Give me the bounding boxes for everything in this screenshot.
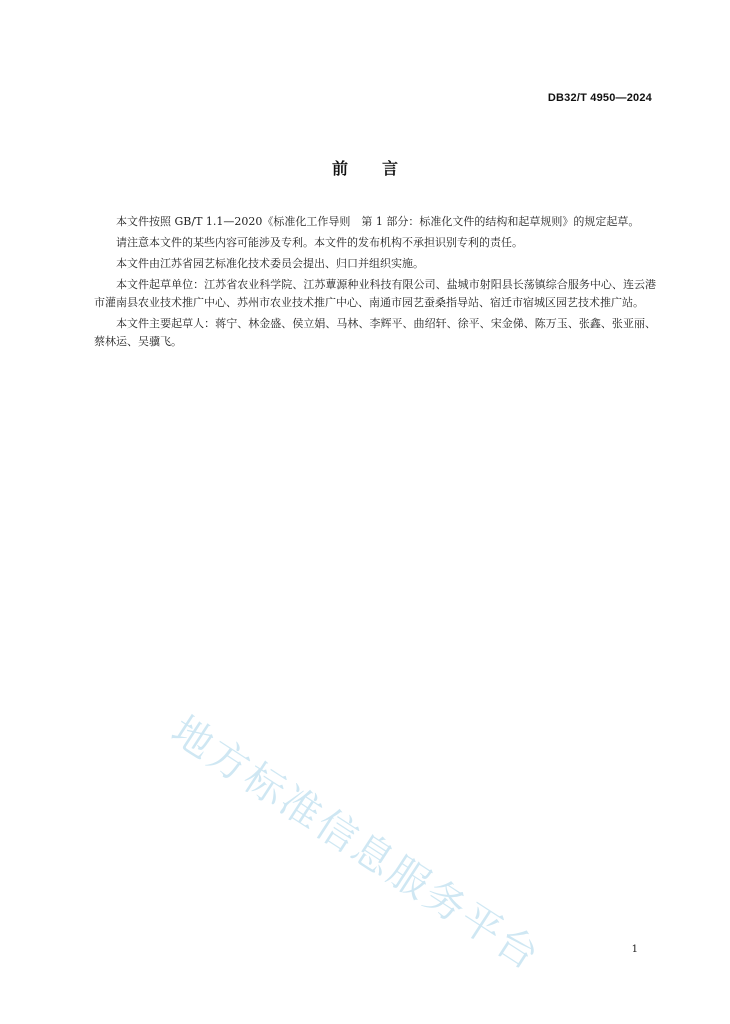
foreword-body — [94, 213, 656, 354]
paragraph-drafters: 本文件主要起草人：蒋宁、林金盛、侯立娟、马林、李辉平、曲绍轩、徐平、宋金俤、陈万玉、张鑫、张亚丽、蔡林运、吴骥飞。 — [94, 317, 656, 348]
paragraph-proposer: 本文件由江苏省园艺标准化技术委员会提出、归口并组织实施。 — [116, 257, 424, 270]
paragraph-drafting-rules: 本文件按照 GB/T 1.1—2020《标准化工作导则 第 1 部分：标准化文件的结构和起草规则》的规定起草。 — [116, 215, 640, 228]
standard-number: DB32/T 4950—2024 — [547, 92, 652, 104]
page-title: 前言 — [331, 159, 432, 178]
watermark: 地方标准信息服务平台 — [163, 707, 549, 981]
paragraph-drafting-units: 本文件起草单位：江苏省农业科学院、江苏蕈源种业科技有限公司、盐城市射阳县长荡镇综合服务中心、连云港市灌南县农业技术推广中心、苏州市农业技术推广中心、南通市园艺蚕桑指导站、宿迁市宿城区园艺技术推广站。 — [94, 278, 656, 309]
page-number: 1 — [631, 944, 638, 955]
paragraph-patent-notice: 请注意本文件的某些内容可能涉及专利。本文件的发布机构不承担识别专利的责任。 — [116, 236, 523, 249]
